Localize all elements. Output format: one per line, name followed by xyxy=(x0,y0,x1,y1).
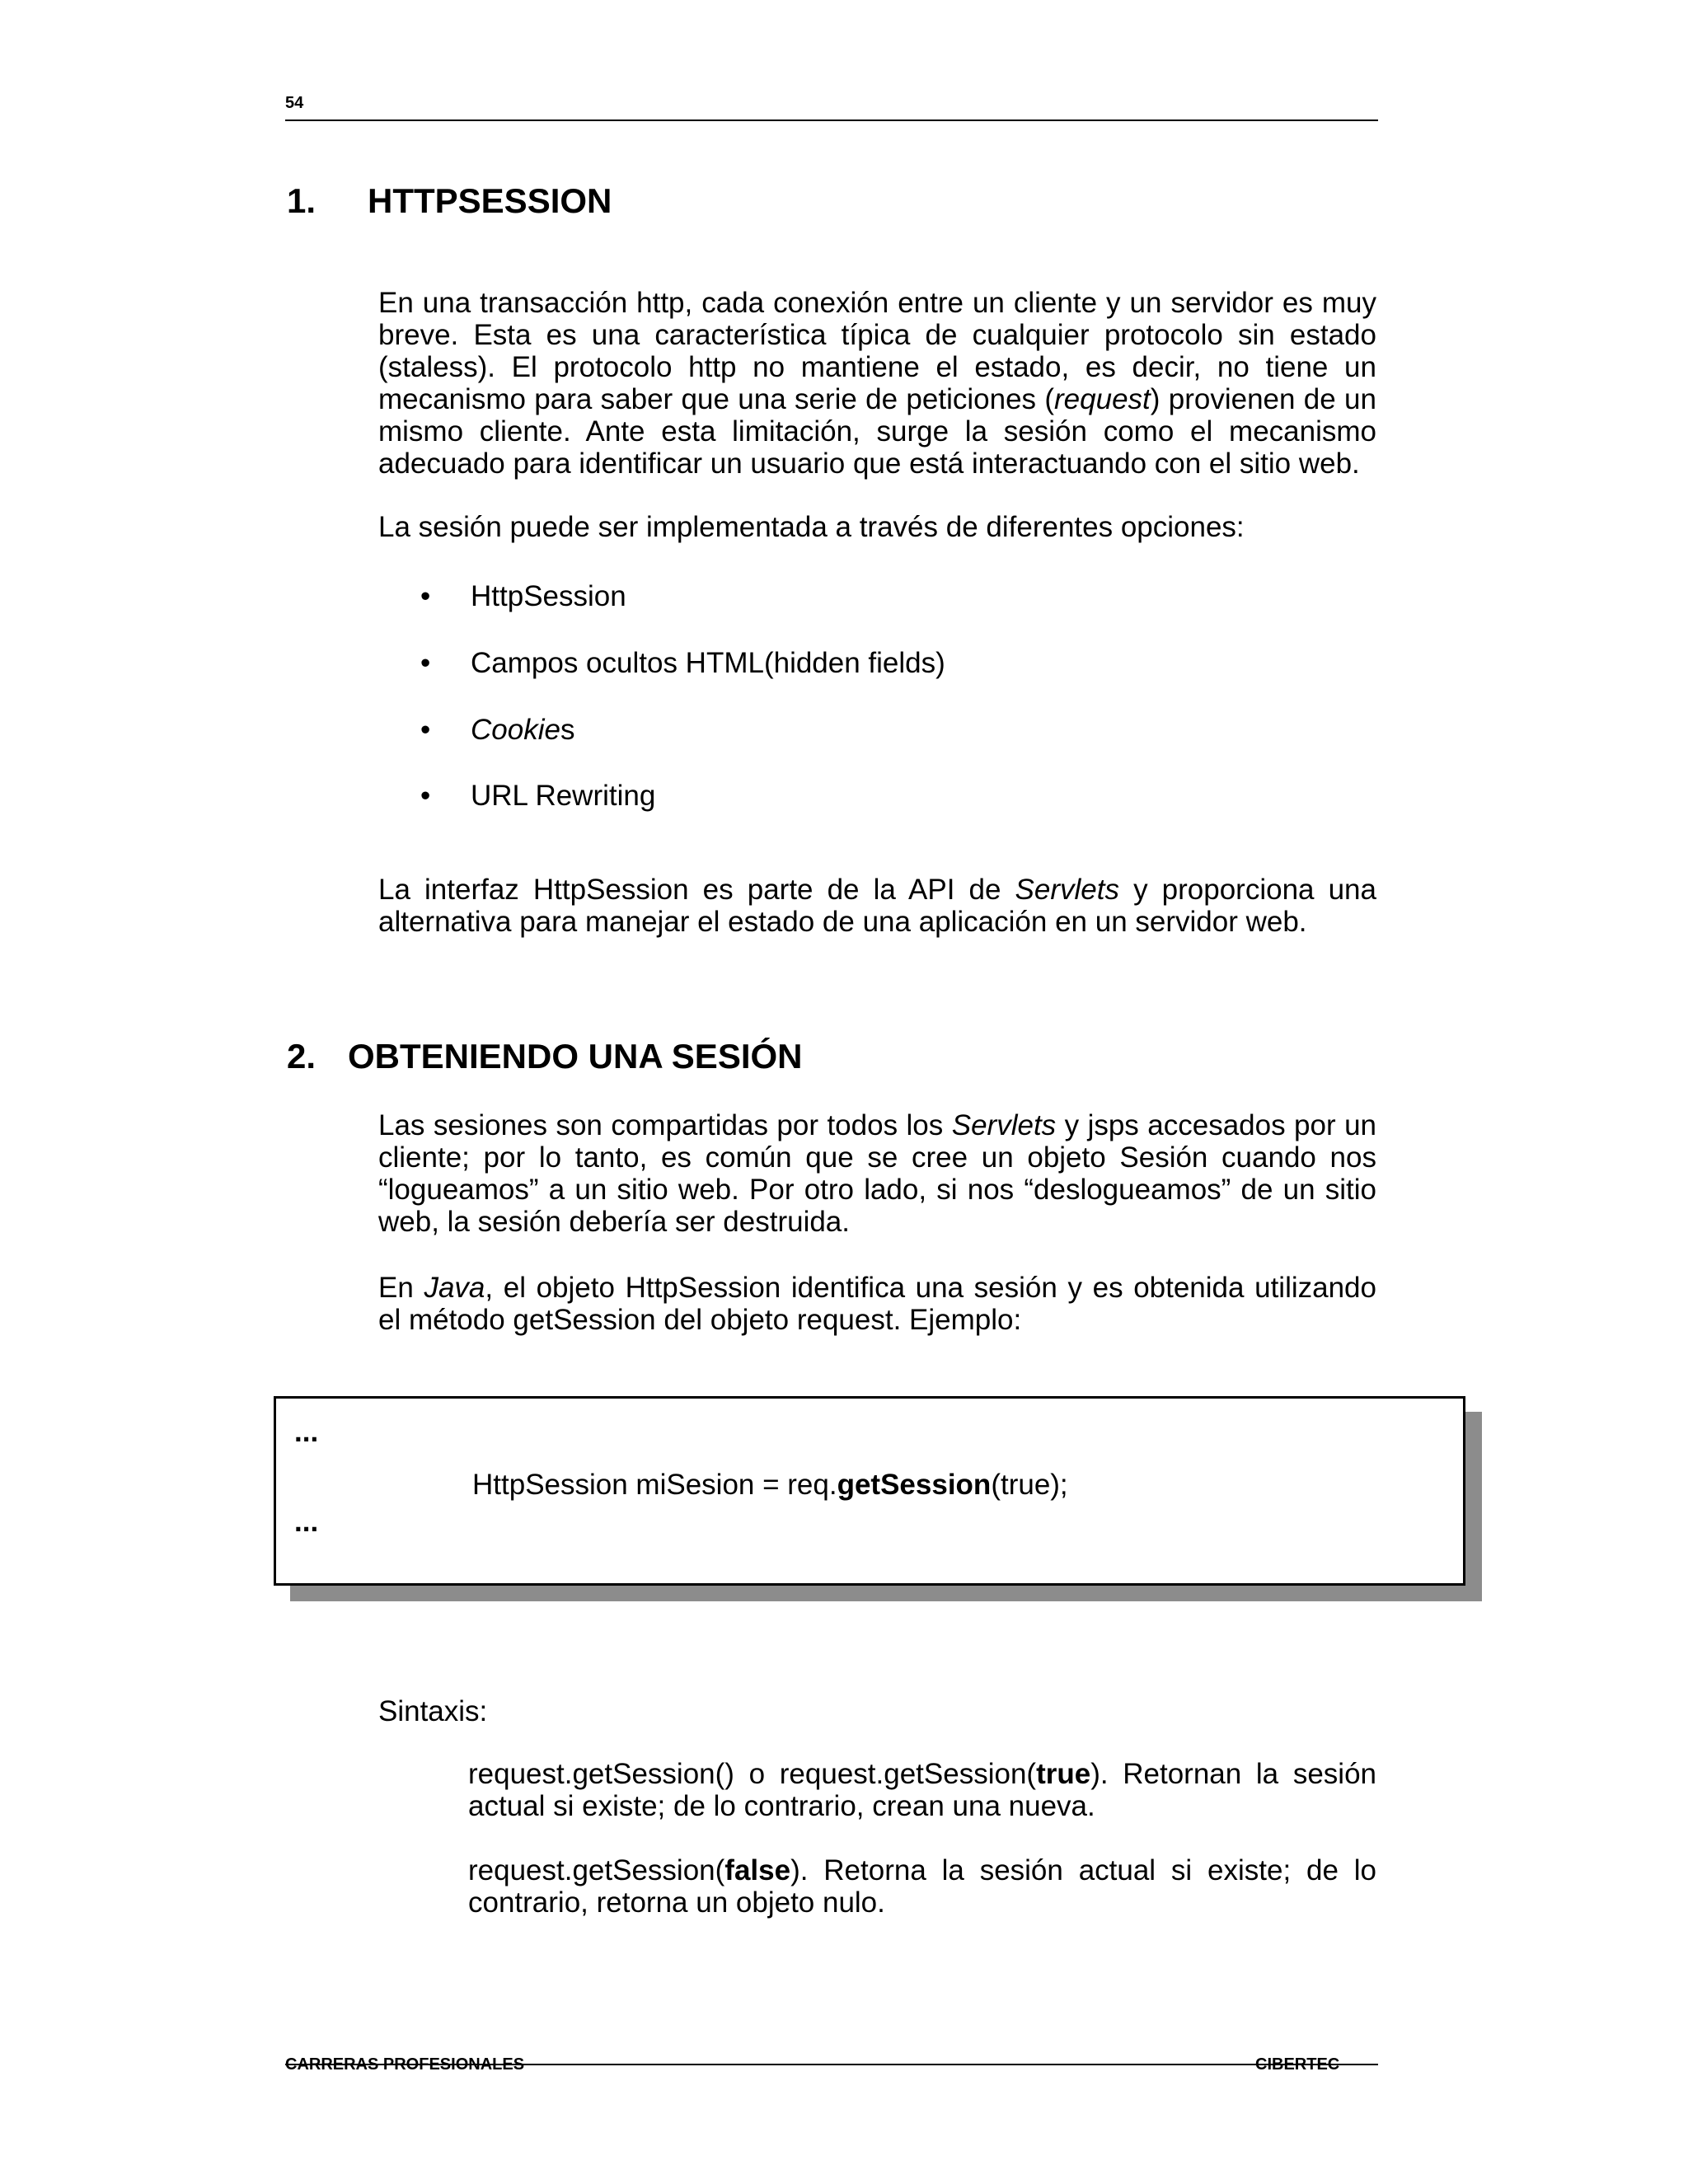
footer-left-label: CARRERAS PROFESIONALES xyxy=(285,2055,525,2074)
p2-emphasis: Java xyxy=(424,1272,485,1304)
p1-text-b: y jsps accesados por un cliente; por lo tanto, es común que se cree un objeto Sesión cuando nos “logueamos” a un sitio web. Por otro lado, si nos “deslogueamos” de un sitio web, la sesión debería ser destruida. xyxy=(378,1109,1376,1238)
list-item xyxy=(0,647,1688,679)
code-text-a: HttpSession miSesion = req. xyxy=(472,1469,837,1501)
section-1-number: 1. xyxy=(287,181,316,220)
p1-emphasis: Servlets xyxy=(951,1109,1057,1141)
code-method: getSession xyxy=(837,1469,992,1501)
syntax1-text-c: ). Retornan la sesión actual si existe; de lo contrario, crean una nueva. xyxy=(468,1758,1376,1822)
section-2-paragraph-1 xyxy=(378,1109,1376,1238)
syntax2-text-c: ). Retorna la sesión actual si existe; de lo contrario, retorna un objeto nulo. xyxy=(468,1854,1376,1919)
section-1-closing-paragraph xyxy=(378,874,1376,938)
p2-text-b: , el objeto HttpSession identifica una sesión y es obtenida utilizando el método getSession del objeto request. Ejemplo: xyxy=(378,1272,1376,1336)
footer-right-label: CIBERTEC xyxy=(1255,2055,1340,2074)
code-ellipsis-top: ... xyxy=(294,1416,319,1448)
list-item xyxy=(0,780,1688,812)
list-item-label xyxy=(471,714,574,746)
section-2-paragraph-2 xyxy=(378,1272,1376,1336)
p2-text-a: En xyxy=(378,1272,424,1304)
code-text-c: (true); xyxy=(991,1469,1068,1501)
syntax2-keyword: false xyxy=(724,1854,791,1886)
page-number: 54 xyxy=(285,94,304,112)
syntax-label: Sintaxis: xyxy=(378,1695,488,1727)
bullet-icon: • xyxy=(420,714,431,746)
section-2-title: OBTENIENDO UNA SESIÓN xyxy=(348,1037,803,1076)
list-item-suffix: s xyxy=(560,714,575,746)
syntax-false-paragraph xyxy=(468,1854,1376,1919)
code-ellipsis-bottom: ... xyxy=(294,1506,319,1538)
syntax-true-paragraph xyxy=(468,1758,1376,1822)
list-item xyxy=(0,580,1688,612)
p1-text-a: Las sesiones son compartidas por todos los xyxy=(378,1109,952,1141)
closing-text-a: La interfaz HttpSession es parte de la API de xyxy=(378,874,1015,906)
bullet-icon: • xyxy=(420,780,431,812)
section-1-title: HTTPSESSION xyxy=(368,181,612,220)
section-1-intro-paragraph xyxy=(378,287,1376,480)
list-item-label: HttpSession xyxy=(471,580,626,612)
list-item-emphasis: Cookie xyxy=(471,714,560,746)
section-2-number: 2. xyxy=(287,1037,316,1076)
intro-text-a: En una transacción http, cada conexión entre un cliente y un servidor es muy breve. Esta es una característica típica de cualquier protocolo sin estado (staless). El protocolo http no mantiene el estado, es decir, no tiene un mecanismo para saber que una serie de peticiones ( xyxy=(378,287,1376,415)
intro-text-b: ) provienen de un mismo cliente. Ante esta limitación, surge la sesión como el mecanismo adecuado para identificar un usuario que está interactuando con el sitio web. xyxy=(378,383,1376,480)
bullet-icon: • xyxy=(420,580,431,612)
header-rule xyxy=(285,120,1378,121)
closing-text-b: y proporciona una alternativa para manejar el estado de una aplicación en un servidor web. xyxy=(378,874,1376,938)
syntax2-text-a: request.getSession( xyxy=(468,1854,725,1886)
bullet-icon: • xyxy=(420,647,431,679)
code-line xyxy=(472,1469,1068,1501)
intro-emphasis: request xyxy=(1054,383,1151,415)
list-item-label: URL Rewriting xyxy=(471,780,656,812)
syntax1-keyword: true xyxy=(1036,1758,1091,1790)
options-lead-paragraph: La sesión puede ser implementada a través de diferentes opciones: xyxy=(378,511,1245,543)
closing-emphasis: Servlets xyxy=(1015,874,1119,906)
list-item xyxy=(0,714,1688,746)
syntax1-text-a: request.getSession() o request.getSession( xyxy=(468,1758,1037,1790)
list-item-label: Campos ocultos HTML(hidden fields) xyxy=(471,647,945,679)
